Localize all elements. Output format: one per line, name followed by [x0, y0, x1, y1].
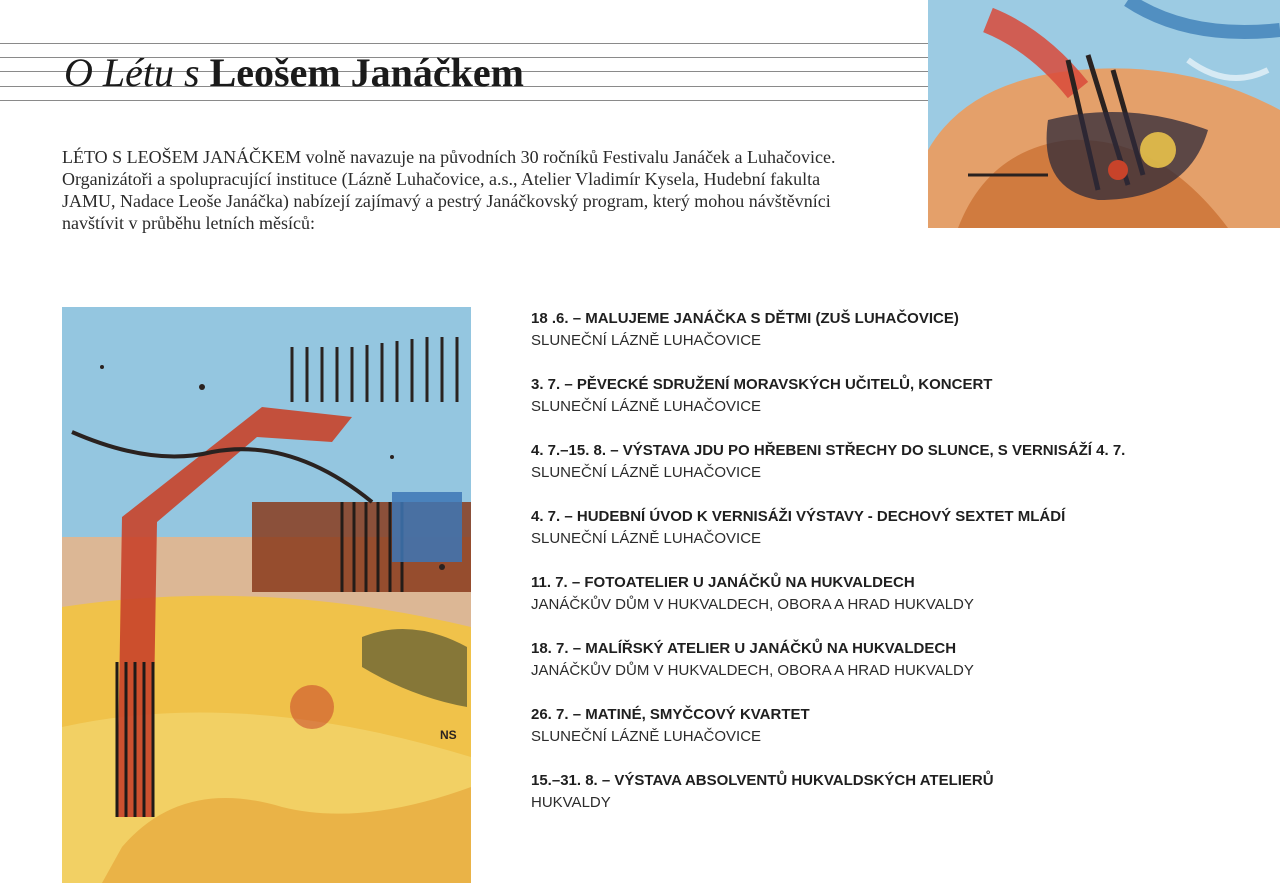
event-item [531, 308, 1271, 374]
event-place: SLUNEČNÍ LÁZNĚ LUHAČOVICE [531, 398, 762, 415]
event-title: 3. 7. – PĚVECKÉ SDRUŽENÍ MORAVSKÝCH UČITELŮ, KONCERT [531, 376, 993, 393]
event-place: SLUNEČNÍ LÁZNĚ LUHAČOVICE [531, 530, 762, 547]
event-title: 4. 7.–15. 8. – VÝSTAVA JDU PO HŘEBENI STŘECHY DO SLUNCE, S VERNISÁŽÍ 4. 7. [531, 442, 1126, 459]
main-artwork-painting [62, 307, 471, 883]
event-place: JANÁČKŮV DŮM V HUKVALDECH, OBORA A HRAD HUKVALDY [531, 596, 974, 613]
artwork-monogram: NS [440, 728, 457, 742]
event-title: 18. 7. – MALÍŘSKÝ ATELIER U JANÁČKŮ NA HUKVALDECH [531, 640, 957, 657]
event-place: SLUNEČNÍ LÁZNĚ LUHAČOVICE [531, 332, 762, 349]
event-title: 18 .6. – MALUJEME JANÁČKA S DĚTMI (ZUŠ LUHAČOVICE) [531, 310, 959, 327]
top-artwork [928, 0, 1280, 228]
event-title: 26. 7. – MATINÉ, SMYČCOVÝ KVARTET [531, 706, 810, 723]
title-italic: O Létu s [64, 50, 200, 95]
event-title: 11. 7. – FOTOATELIER U JANÁČKŮ NA HUKVALDECH [531, 574, 915, 591]
page-title [64, 50, 524, 96]
event-item [531, 440, 1271, 506]
event-title: 15.–31. 8. – VÝSTAVA ABSOLVENTŮ HUKVALDSKÝCH ATELIERŮ [531, 772, 994, 789]
event-item [531, 374, 1271, 440]
event-place: SLUNEČNÍ LÁZNĚ LUHAČOVICE [531, 464, 762, 481]
event-item [531, 638, 1271, 704]
title-bold: Leošem Janáčkem [209, 50, 524, 95]
event-item [531, 506, 1271, 572]
intro-paragraph: LÉTO S LEOŠEM JANÁČKEM volně navazuje na původních 30 ročníků Festivalu Janáček a Luhačovice. Organizátoři a spolupracující instituce (Lázně Luhačovice, a.s., Atelier Vladimír Kysela, Hudební fakulta JAMU, Nadace Leoše Janáčka) nabízejí zajímavý a pestrý Janáčkovský program, který mohou návštěvníci navštívit v průběhu letních měsíců: [62, 147, 836, 233]
event-place: HUKVALDY [531, 794, 611, 811]
event-item [531, 704, 1271, 770]
event-place: JANÁČKŮV DŮM V HUKVALDECH, OBORA A HRAD HUKVALDY [531, 662, 974, 679]
event-place: SLUNEČNÍ LÁZNĚ LUHAČOVICE [531, 728, 762, 745]
event-list [531, 308, 1271, 836]
event-item [531, 770, 1271, 836]
event-title: 4. 7. – HUDEBNÍ ÚVOD K VERNISÁŽI VÝSTAVY - DECHOVÝ SEXTET MLÁDÍ [531, 508, 1066, 525]
top-artwork-painting [928, 0, 1280, 228]
main-artwork [62, 307, 471, 883]
event-item [531, 572, 1271, 638]
